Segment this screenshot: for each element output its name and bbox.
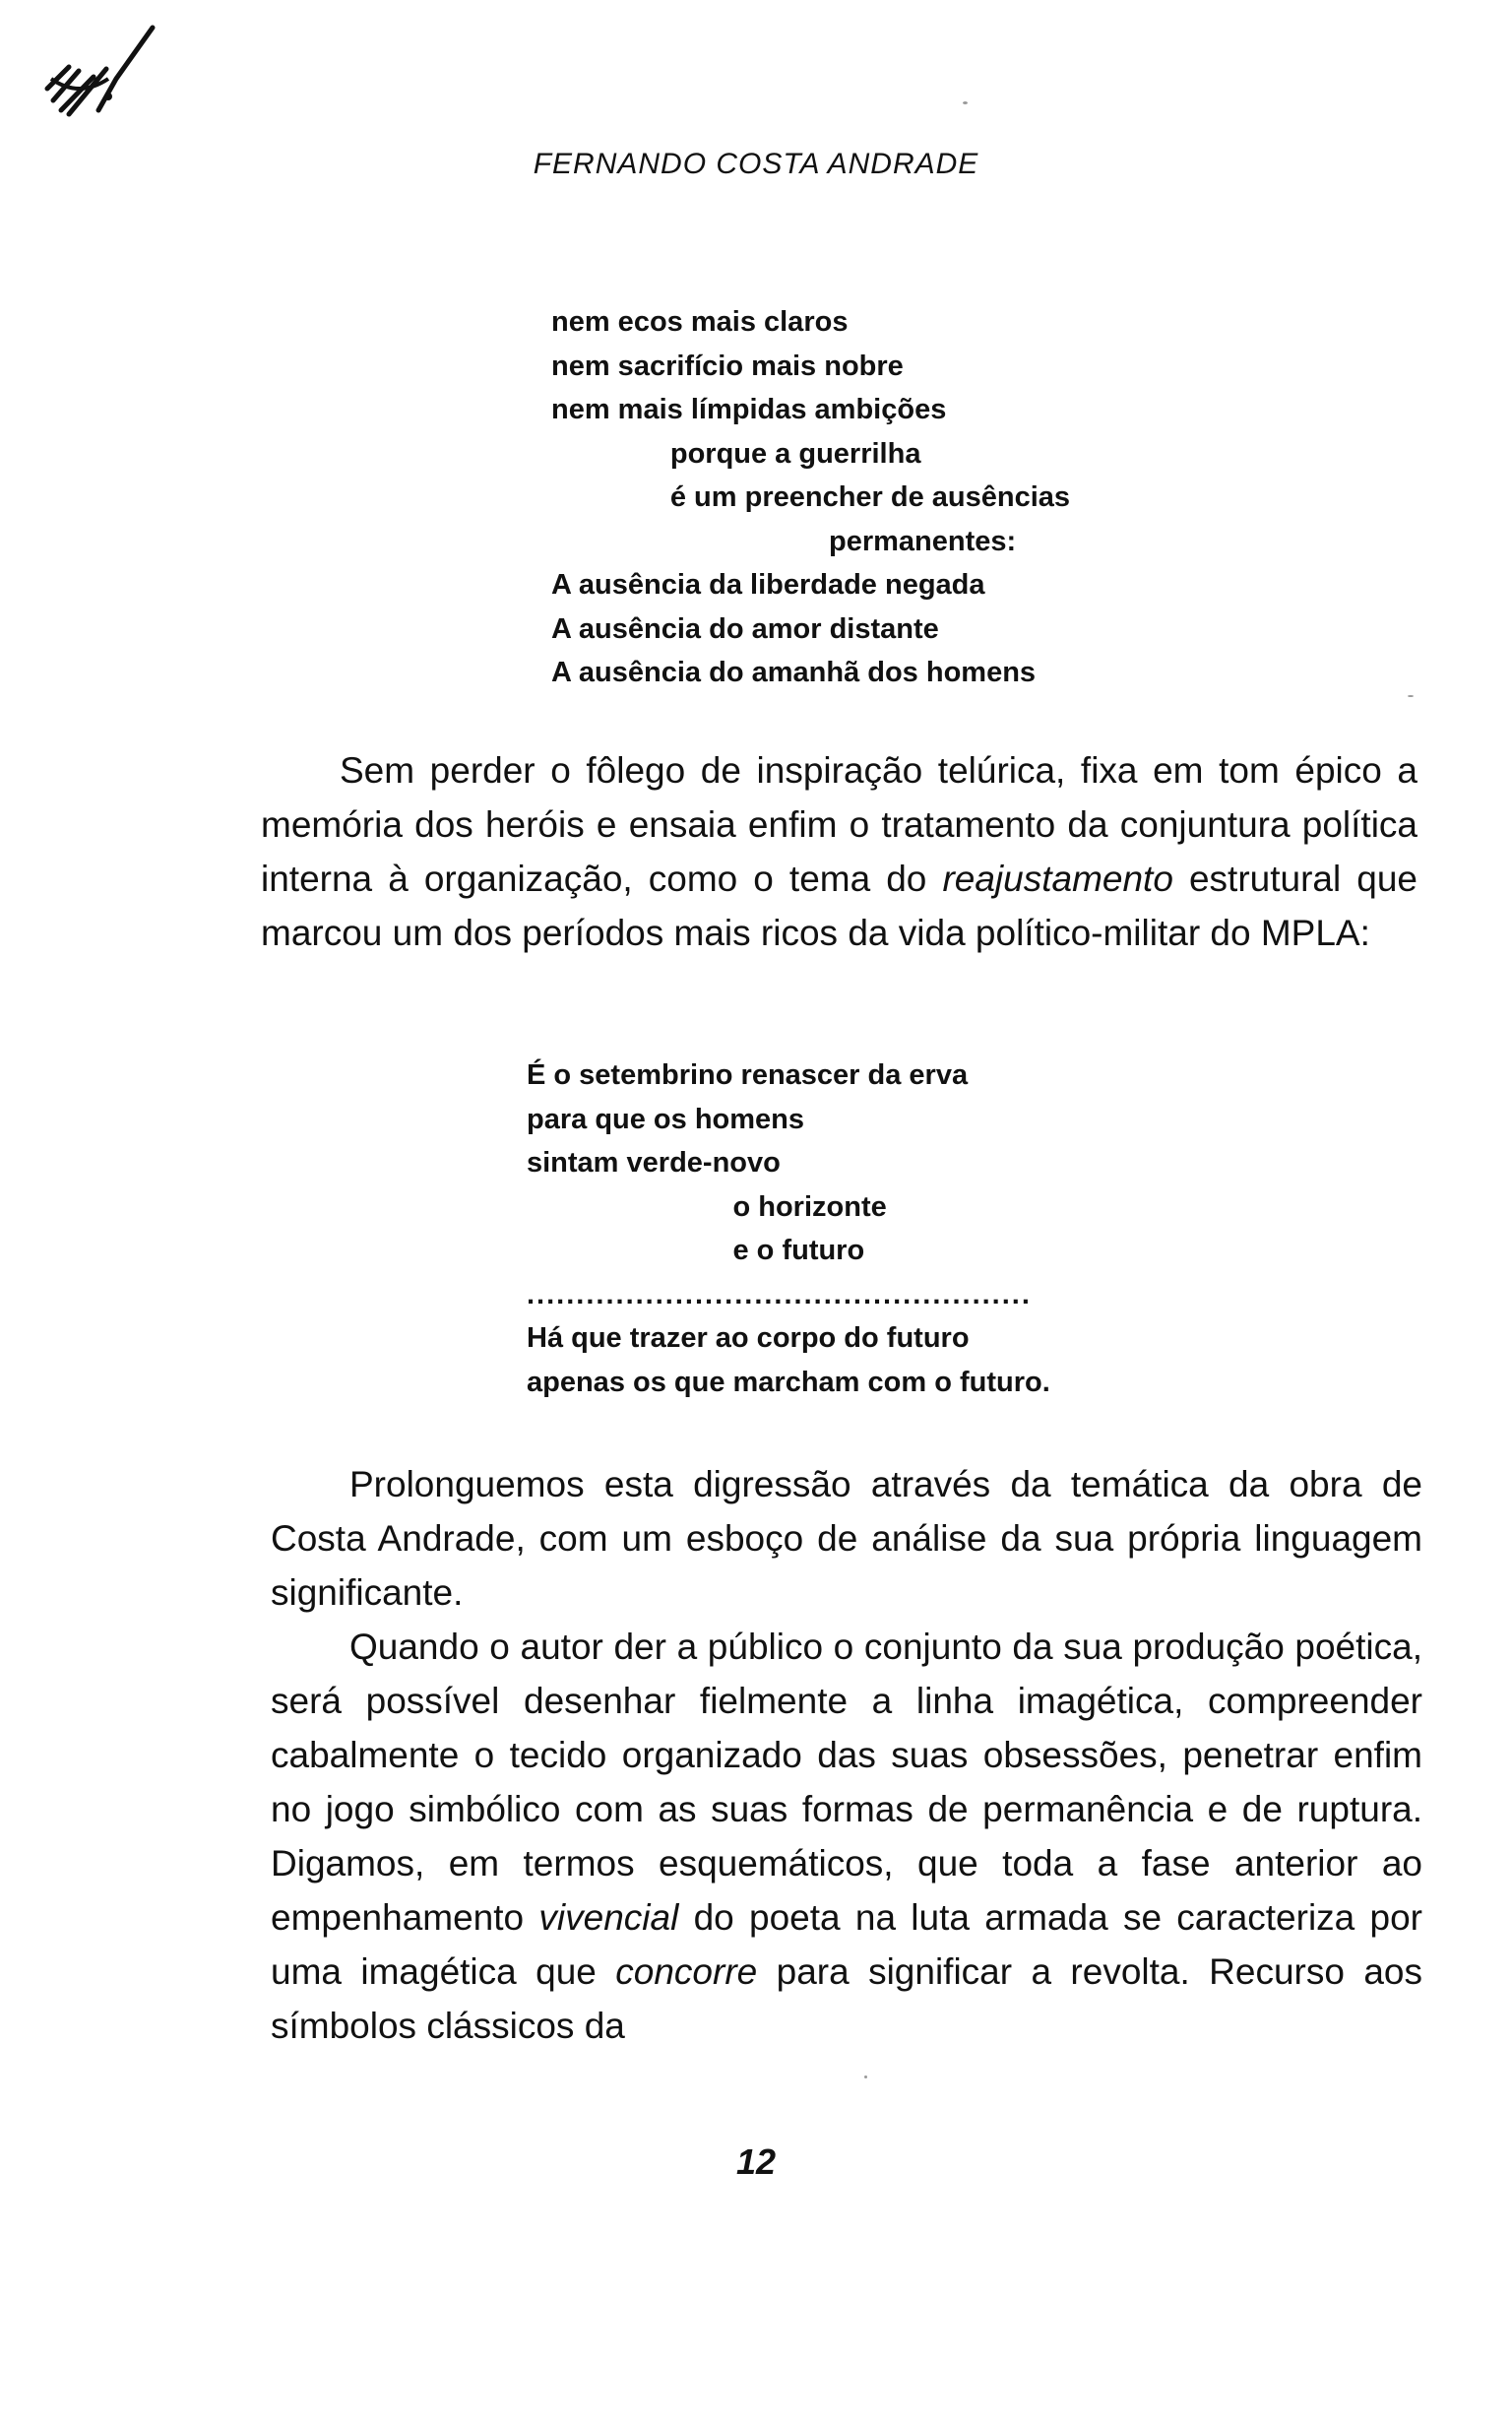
body-paragraph-1 (261, 743, 1418, 960)
running-head: FERNANDO COSTA ANDRADE (533, 148, 979, 180)
italic-term: concorre (615, 1951, 758, 1992)
poem-line: é um preencher de ausências (551, 481, 1071, 513)
poem-line: nem mais límpidas ambições (551, 394, 947, 425)
poem-excerpt-2 (527, 1053, 1050, 1404)
italic-term: vivencial (538, 1897, 679, 1938)
paragraph-text: do poeta na luta armada se caracteriza por uma imagética que (271, 1897, 1422, 1992)
poem-line: A ausência da liberdade negada (551, 569, 985, 601)
paragraph-text: estrutural que marcou um dos períodos mais ricos da vida político-militar do MPLA: (261, 859, 1418, 953)
poem-line: nem ecos mais claros (551, 306, 849, 338)
poem-line: apenas os que marcham com o futuro. (527, 1366, 1050, 1398)
poem-line: e o futuro (527, 1235, 865, 1266)
italic-term: reajustamento (942, 859, 1173, 899)
scan-speck (864, 2075, 867, 2078)
poem-line: o horizonte (527, 1190, 887, 1223)
scan-speck (1408, 695, 1414, 697)
poem-line: nem sacrifício mais nobre (551, 350, 904, 382)
paragraph-text: para significar a revolta. Recurso aos símbolos clássicos da (271, 1951, 1422, 2046)
poem-line: É o setembrino renascer da erva (527, 1059, 969, 1091)
paragraph-text: Sem perder o fôlego de inspiração telúrica, fixa em tom épico a memória dos heróis e ensaia enfim o tratamento da conjuntura política interna à organização, como o tema do (261, 750, 1418, 899)
body-paragraph-3 (271, 1620, 1422, 2053)
poem-excerpt-1 (551, 300, 1070, 695)
scan-speck (963, 101, 968, 104)
poem-line: para que os homens (527, 1103, 805, 1135)
poem-line: porque a guerrilha (551, 437, 921, 470)
poem-line: A ausência do amor distante (551, 612, 939, 645)
poem-line: Há que trazer ao corpo do futuro (527, 1322, 970, 1354)
poem-line: sintam verde-novo (527, 1147, 781, 1179)
ellipsis-separator: ................................................... (527, 1278, 1032, 1310)
handwritten-mark (39, 20, 158, 128)
poem-line: A ausência do amanhã dos homens (551, 657, 1037, 688)
paragraph-text: Quando o autor der a público o conjunto da sua produção poética, será possível desenhar fielmente a linha imagética, compreender cabalmente o tecido organizado das suas obsessões, penetrar enfim no jogo simbólico com as suas formas de permanência e de ruptura. Digamos, em termos esquemáticos, que toda a fase anterior ao empenhamento (271, 1627, 1422, 1938)
page-number: 12 (735, 2141, 777, 2182)
poem-line: permanentes: (551, 525, 1017, 557)
body-paragraph-2: Prolonguemos esta digressão através da temática da obra de Costa Andrade, com um esboço de análise da sua própria linguagem significante. (271, 1464, 1422, 1613)
